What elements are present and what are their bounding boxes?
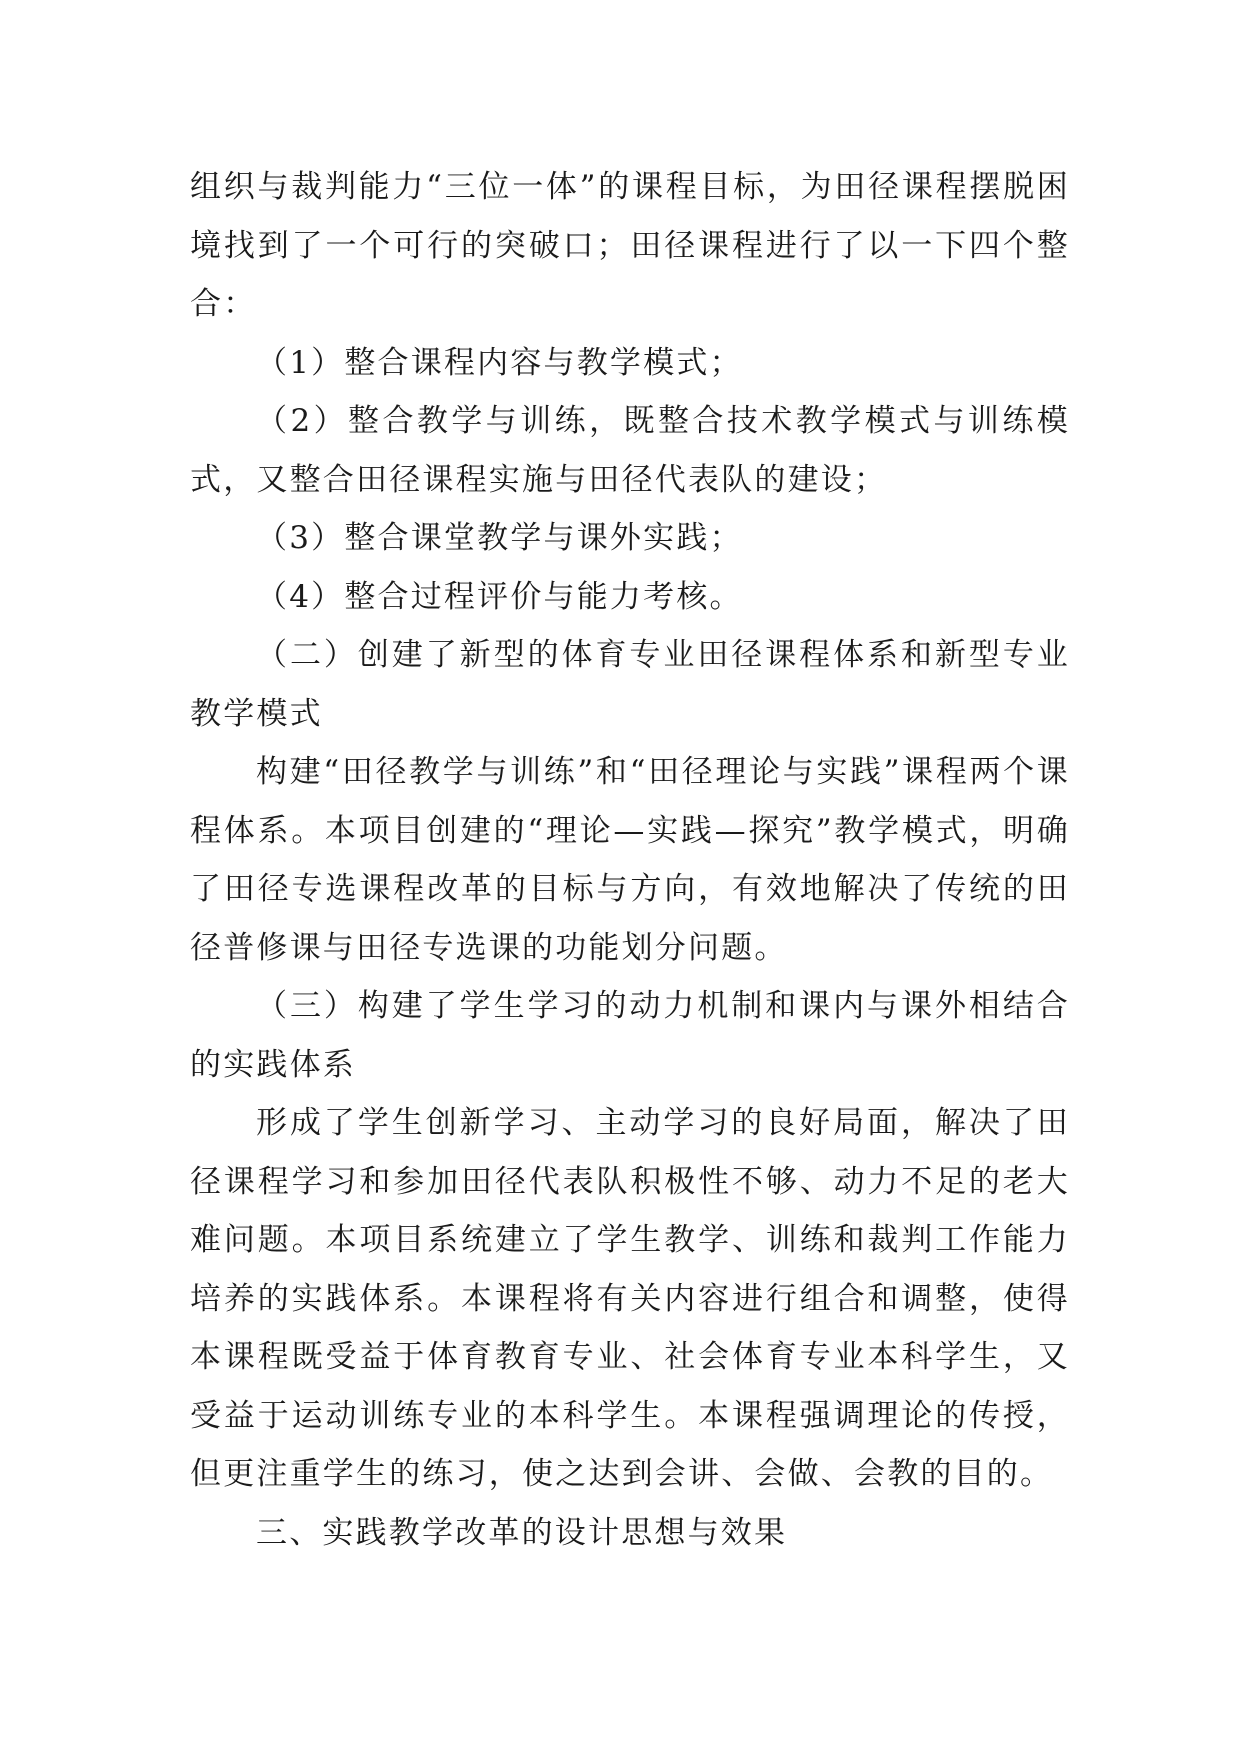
section-heading-2: （二）创建了新型的体育专业田径课程体系和新型专业教学模式 [190,637,1070,732]
paragraph-practice-system: 形成了学生创新学习、主动学习的良好局面，解决了田径课程学习和参加田径代表队积极性不够、动力不足的老大难问题。本项目系统建立了学生教学、训练和裁判工作能力培养的实践体系。本课程将有关内容进行组合和调整，使得本课程既受益于体育教育专业、社会体育专业本科学生，又受益于运动训练专业的本科学生。本课程强调理论的传授，但更注重学生的练习，使之达到会讲、会做、会教的目的。 [190,1105,1070,1492]
list-item-integration-2: （2）整合教学与训练，既整合技术教学模式与训练模式，又整合田径课程实施与田径代表队的建设； [190,403,1070,498]
list-item-integration-3: （3）整合课堂教学与课外实践； [256,520,743,556]
chapter-heading-3: 三、实践教学改革的设计思想与效果 [256,1514,788,1551]
document-body [190,158,1070,1562]
section-heading-3: （三）构建了学生学习的动力机制和课内与课外相结合的实践体系 [190,988,1070,1083]
list-item-integration-1: （1）整合课程内容与教学模式； [256,344,743,381]
list-item-integration-4: （4）整合过程评价与能力考核。 [256,578,743,615]
paragraph-course-system: 构建“田径教学与训练”和“田径理论与实践”课程两个课程体系。本项目创建的“理论—实践—探究”教学模式，明确了田径专选课程改革的目标与方向，有效地解决了传统的田径普修课与田径专选课的功能划分问题。 [190,754,1070,966]
paragraph-course-goal-continuation: 组织与裁判能力“三位一体”的课程目标，为田径课程摆脱困境找到了一个可行的突破口；田径课程进行了以一下四个整合： [190,169,1070,322]
